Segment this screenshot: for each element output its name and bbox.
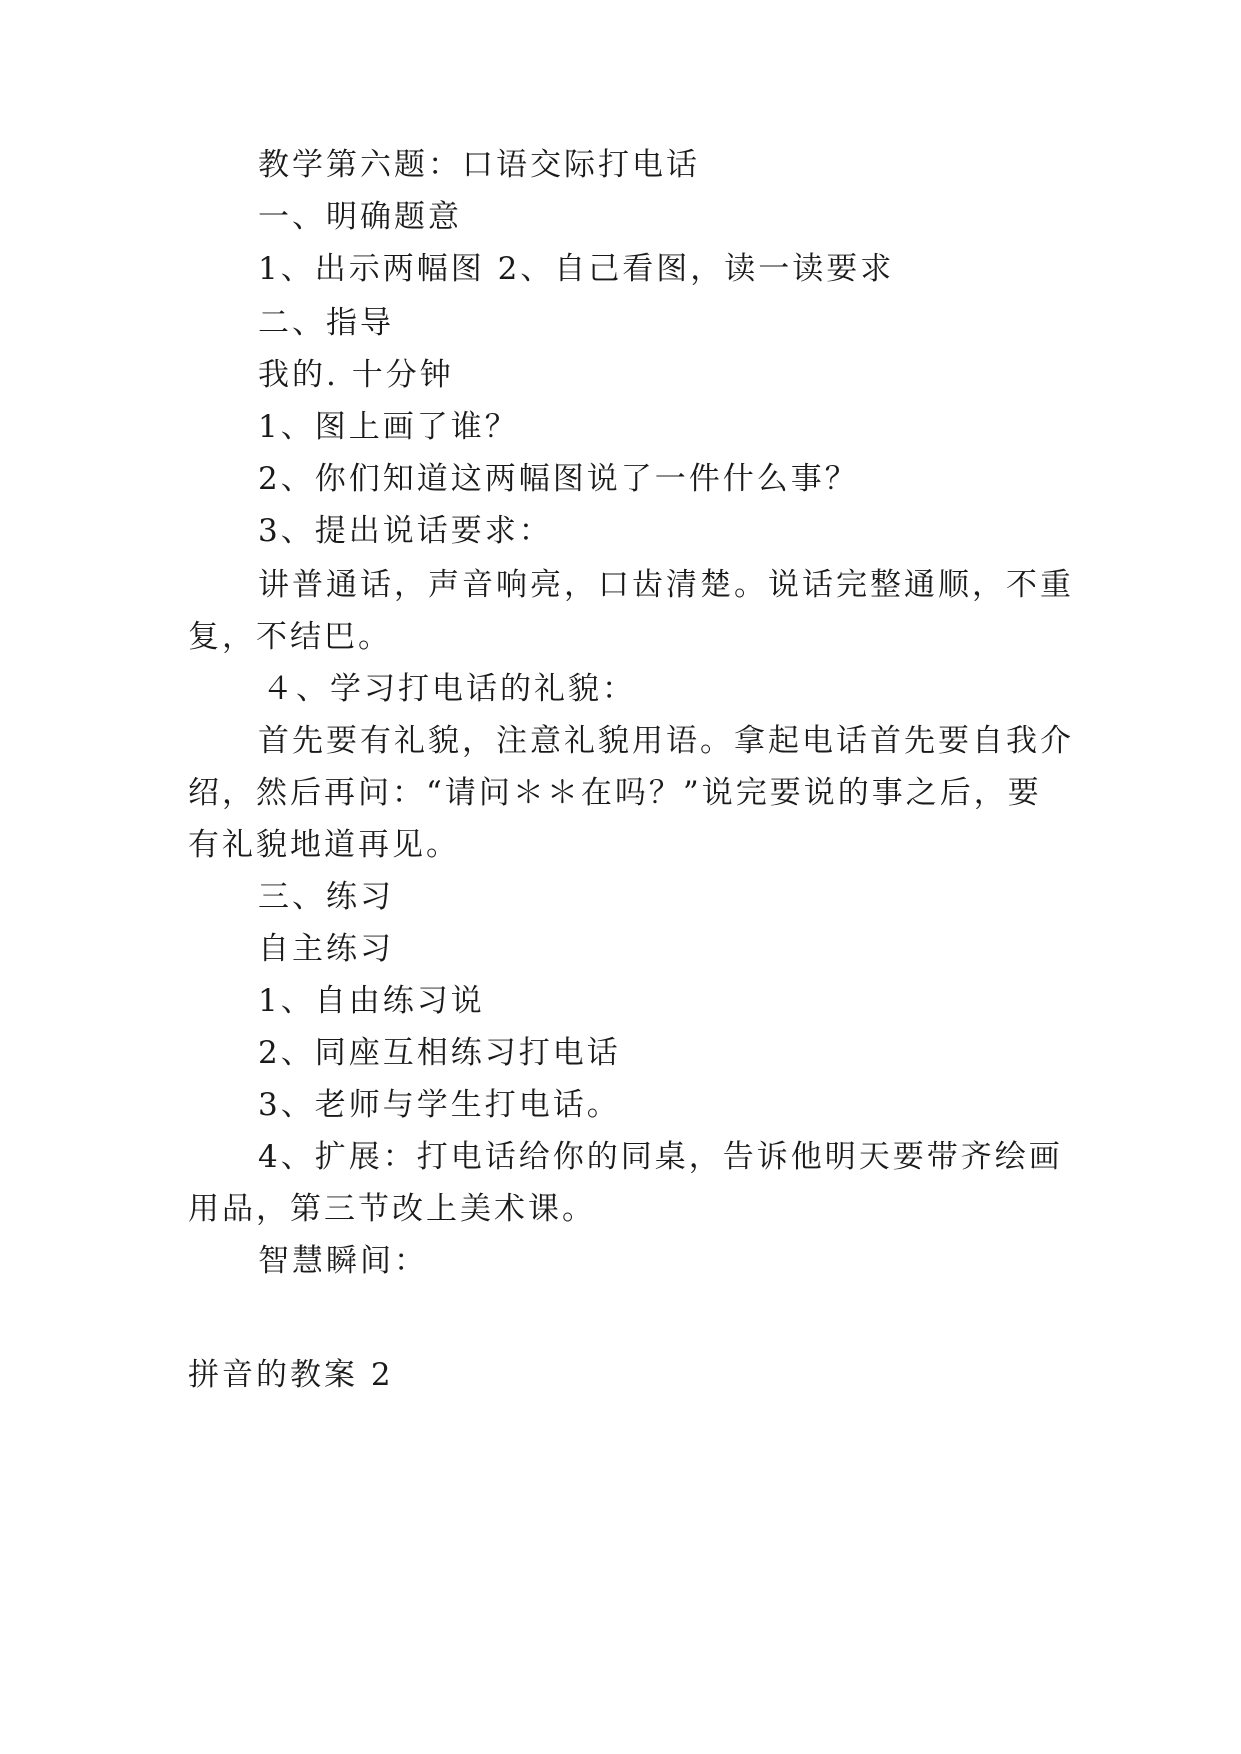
practice-4-line-1: 4、扩展：打电话给你的同桌，告诉他明天要带齐绘画: [258, 1139, 1063, 1175]
question-4: ４、学习打电话的礼貌：: [262, 671, 636, 707]
section-heading-2: 二、指导: [258, 305, 394, 341]
etiquette-line-1: 首先要有礼貌，注意礼貌用语。拿起电话首先要自我介: [258, 723, 1074, 759]
wisdom-label: 智慧瞬间：: [258, 1243, 428, 1279]
question-3: 3、提出说话要求：: [258, 513, 553, 549]
etiquette-line-2: 绍，然后再问：“请问＊＊在吗？”说完要说的事之后，要: [188, 775, 1042, 811]
practice-2: 2、同座互相练习打电话: [258, 1035, 621, 1071]
practice-3: 3、老师与学生打电话。: [258, 1087, 621, 1123]
practice-1: 1、自由练习说: [258, 983, 485, 1019]
section3-subheading: 自主练习: [258, 931, 394, 967]
practice-4-line-2: 用品，第三节改上美术课。: [188, 1191, 596, 1227]
requirements-line-2: 复，不结巴。: [188, 619, 392, 655]
etiquette-line-3: 有礼貌地道再见。: [188, 827, 460, 863]
section2-time: 我的. 十分钟: [258, 357, 454, 393]
lesson-title: 教学第六题：口语交际打电话: [258, 147, 700, 183]
section1-item: 1、出示两幅图 2、自己看图，读一读要求: [258, 251, 895, 287]
requirements-line-1: 讲普通话，声音响亮，口齿清楚。说话完整通顺，不重: [258, 567, 1074, 603]
next-lesson-title: 拼音的教案 2: [188, 1357, 394, 1393]
question-1: 1、图上画了谁？: [258, 409, 519, 445]
section-heading-3: 三、练习: [258, 879, 394, 915]
section-heading-1: 一、明确题意: [258, 199, 462, 235]
question-2: 2、你们知道这两幅图说了一件什么事？: [258, 461, 859, 497]
